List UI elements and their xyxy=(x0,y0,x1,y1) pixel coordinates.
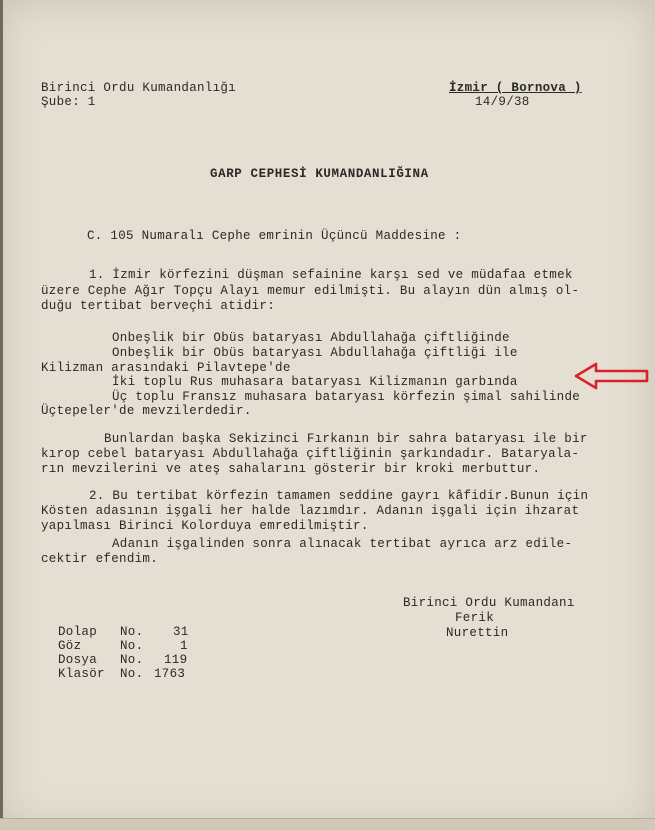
list-line: Onbeşlik bir Obüs bataryası Abdullahağa çiftliğinde xyxy=(112,331,510,345)
red-arrow-icon xyxy=(574,362,650,390)
para2-line: Bunlardan başka Sekizinci Fırkanın bir sahra bataryası ile bir xyxy=(104,432,588,446)
para3-line: 2. Bu tertibat körfezin tamamen seddine gayrı kâfidir.Bunun için xyxy=(89,489,589,503)
archive-value: 31 xyxy=(173,625,189,639)
list-line: İki toplu Rus muhasara bataryası Kilizmanın garbında xyxy=(112,375,518,389)
list-line: Üç toplu Fransız muhasara bataryası körfezin şimal sahilinde xyxy=(112,390,581,404)
para1-line: 1. İzmir körfezini düşman sefainine karşı sed ve müdafaa etmek xyxy=(89,268,573,282)
list-line: Kilizman arasındaki Pilavtepe'de xyxy=(41,361,291,375)
para1-line: üzere Cephe Ağır Topçu Alayı memur edilmişti. Bu alayın dün almış ol- xyxy=(41,284,580,298)
archive-label: Dosya xyxy=(58,653,98,667)
para1-line: duğu tertibat berveçhi atidir: xyxy=(41,299,276,313)
archive-no: No. xyxy=(120,639,144,653)
header-place: İzmir ( Bornova ) xyxy=(449,81,582,95)
subject-line: C. 105 Numaralı Cephe emrinin Üçüncü Maddesine : xyxy=(87,229,462,243)
archive-label: Dolap xyxy=(58,625,98,639)
signature-name: Nurettin xyxy=(446,626,509,640)
page-edge xyxy=(0,0,3,829)
archive-value: 1763 xyxy=(154,667,186,681)
recipient: GARP CEPHESİ KUMANDANLIĞINA xyxy=(210,167,429,181)
para2-line: rın mevzilerini ve ateş sahalarını gösterir bir kroki merbuttur. xyxy=(41,462,541,476)
header-org: Birinci Ordu Kumandanlığı xyxy=(41,81,237,95)
archive-no: No. xyxy=(120,653,144,667)
header-date: 14/9/38 xyxy=(475,95,530,109)
archive-value: 1 xyxy=(180,639,188,653)
archive-no: No. xyxy=(120,625,144,639)
header-branch: Şube: 1 xyxy=(41,95,96,109)
para4-line: cektir efendim. xyxy=(41,552,159,566)
signature-title: Birinci Ordu Kumandanı xyxy=(403,596,575,610)
archive-label: Klasör xyxy=(58,667,105,681)
archive-no: No. xyxy=(120,667,144,681)
para4-line: Adanın işgalinden sonra alınacak tertibat ayrıca arz edile- xyxy=(112,537,573,551)
list-line: Onbeşlik bir Obüs bataryası Abdullahağa çiftliği ile xyxy=(112,346,518,360)
signature-rank: Ferik xyxy=(455,611,495,625)
archive-value: 119 xyxy=(164,653,188,667)
archive-label: Göz xyxy=(58,639,82,653)
para3-line: yapılması Birinci Kolorduya emredilmiştir. xyxy=(41,519,369,533)
list-line: Üçtepeler'de mevzilerdedir. xyxy=(41,404,252,418)
para3-line: Kösten adasının işgali her halde lazımdır. Adanın işgali için ihzarat xyxy=(41,504,580,518)
page-bottom-edge xyxy=(0,818,655,830)
para2-line: kırop cebel bataryası Abdullahağa çiftliğinin şarkındadır. Bataryala- xyxy=(41,447,580,461)
